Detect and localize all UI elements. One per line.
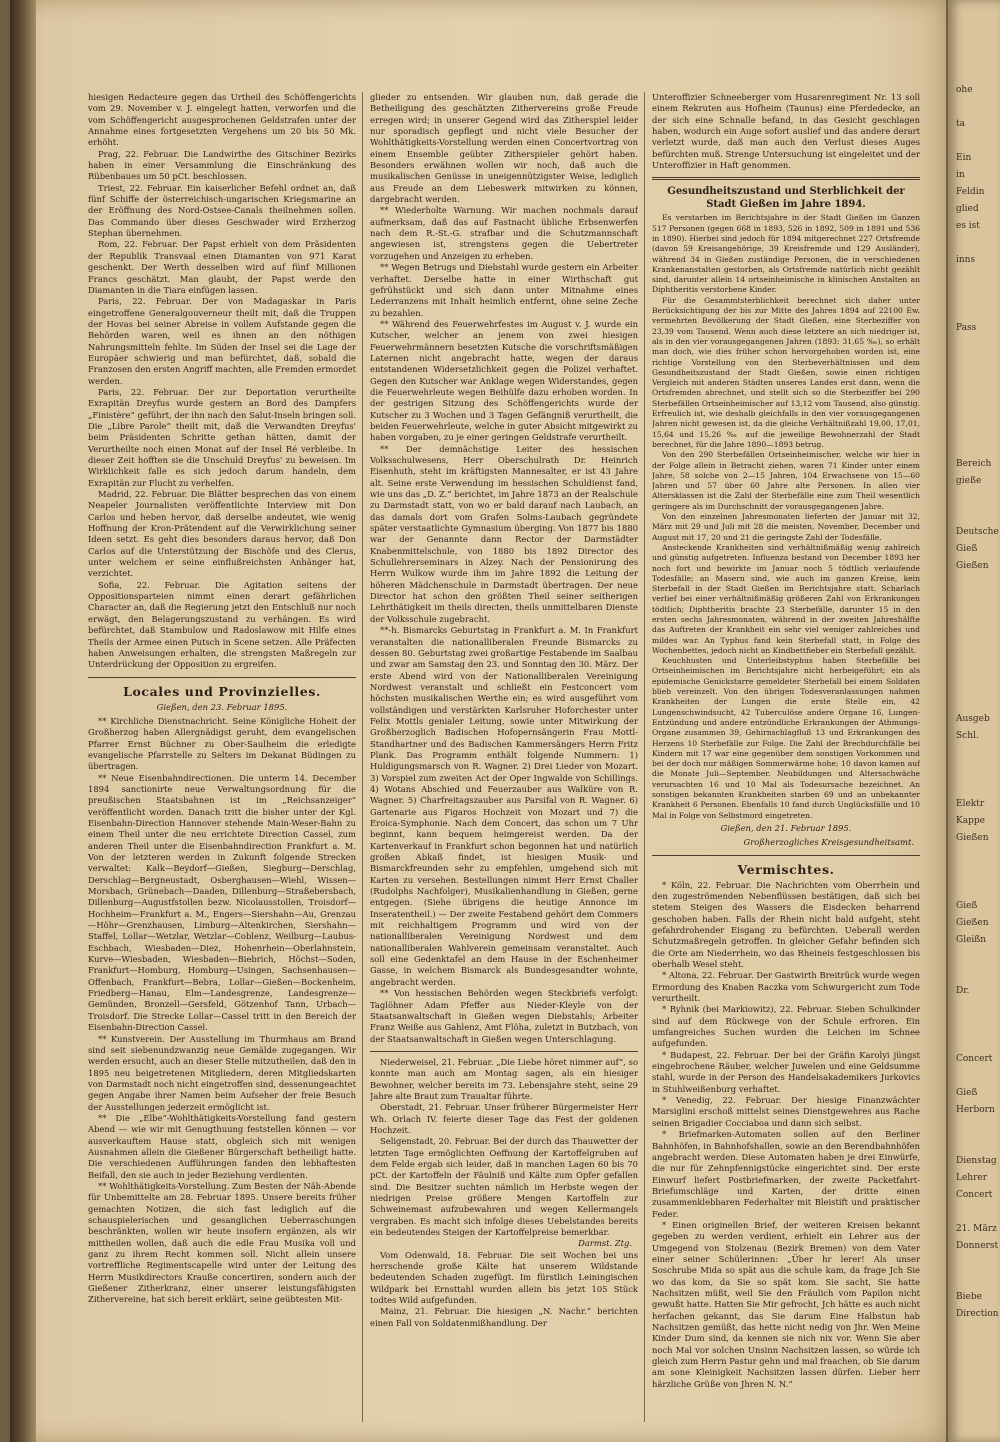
adjacent-page-fragment: es ist <box>956 221 980 231</box>
article-paragraph: Madrid, 22. Februar. Die Blätter besprechen das von einem Neapeler Journalisten veröffentlichte Interview mit Don Carlos und heben hervor, daß derselbe andeutet, wie wenig Hoffnung der Kron-Prätendent auf die Verwirklichung seiner Ideen setzt. Es geht dies besonders daraus hervor, daß Don Carlos auf die Unterstützung der Bischöfe und des Clerus, unter welchem er seine einflußreichsten Anhänger hat, verzichtet. <box>88 489 356 579</box>
article-paragraph: ** Wiederholte Warnung. Wir machen nochmals darauf aufmerksam, daß das auf Fastnacht übliche Erbsenwerfen nach dem R.-St.-G. strafbar und die Schutzmannschaft angewiesen ist, strengstens gegen die Uebertreter vorzugehen und Anzeigen zu erheben. <box>370 205 638 261</box>
article-paragraph: hiesigen Redacteure gegen das Urtheil des Schöffengerichts vom 29. November v. J. eingelegt hatten, verworfen und die vom Schöffengericht ausgesprochenen Geldstrafen unter der Annahme eines fortgesetzten Vergehens um 20 bis 50 Mk. erhöht. <box>88 92 356 148</box>
article-heading: Gesundheitszustand und Sterblichkeit der Stadt Gießen im Jahre 1894. <box>667 186 905 211</box>
adjacent-page-fragment: Gießen <box>956 918 989 928</box>
adjacent-page-fragment: Dr. <box>956 986 970 996</box>
adjacent-page-fragment <box>948 884 1000 901</box>
adjacent-page-fragment: Pass <box>956 323 977 333</box>
adjacent-page-edge <box>948 0 1000 1442</box>
adjacent-page-fragment <box>948 0 1000 17</box>
adjacent-page-fragment <box>948 272 1000 289</box>
adjacent-page-fragment <box>948 595 1000 612</box>
adjacent-page-fragment: Concert <box>956 1190 993 1200</box>
article-paragraph: Niederweisel, 21. Februar. „Die Liebe höret nimmer auf“, so konnte man auch am Montag sagen, als ein hiesiger Bewohner, welcher bereits im 73. Lebensjahre steht, seine 29 Jahre alte Braut zum Traualtar führte. <box>370 1056 638 1101</box>
section-divider <box>652 177 920 180</box>
adjacent-page-fragment: Ein <box>956 153 972 163</box>
adjacent-page-fragment <box>948 51 1000 68</box>
page-binding <box>10 0 36 1442</box>
adjacent-page-fragment <box>948 408 1000 425</box>
adjacent-page-fragment <box>948 646 1000 663</box>
adjacent-page-fragment: in <box>956 170 965 180</box>
adjacent-page-fragment <box>948 374 1000 391</box>
adjacent-page-fragment: Gleißn <box>956 935 987 945</box>
adjacent-page-fragment: Bereich <box>956 459 992 469</box>
adjacent-page-fragment <box>948 612 1000 629</box>
adjacent-page-fragment <box>948 1037 1000 1054</box>
article-paragraph: Seligenstadt, 20. Februar. Bei der durch das Thauwetter der letzten Tage ermöglichten Oeffnung der Kartoffelgruben auf dem Felde ergab sich leider, daß in manchen Lagen 60 bis 70 pCt. der Kartoffeln der Fäulniß und Kälte zum Opfer gefallen sind. Die Besitzer suchten nämlich im Herbste wegen der niedrigen Preise größere Mengen Kartoffeln zur Schweinemast aufzubewahren und wegen Kellermangels vergraben. Es macht sich infolge dieses Uebelstandes bereits ein bedeutendes Steigen der Kartoffelpreise bemerkbar. <box>370 1136 638 1238</box>
article-paragraph: * Köln, 22. Februar. Die Nachrichten vom Oberrhein und den zugeströmenden Nebenflüssen bestätigen, daß sich bei stetem Steigen des Wassers die Eisdecken beharrend geschoben haben. Falls der Rhein nicht bald aufgeht, steht gefahrdrohender Eisgang zu befürchten. Ueberall werden Schutzmaßregeln getroffen. In gleicher Gefahr befinden sich die Orte am Niederrhein, wo das Rheineis festgeschlossen bis oberhalb Wesel steht. <box>652 879 920 970</box>
adjacent-page-fragment: Gieß <box>956 901 978 911</box>
article-paragraph: Paris, 22. Februar. Der zur Deportation verurtheilte Exrapitän Dreyfus wurde gestern an Bord des Dampfers „Finistère“ geführt, der ihn nach den Salut-Inseln bringen soll. Die „Libre Parole“ theilt mit, daß die Verwandten Dreyfus' beim Präsidenten Schritte gethan hätten, damit der Verurtheilte noch einen Monat auf der Insel Ré verbleibe. In dieser Zeit hofften sie die Unschuld Dreyfus' zu beweisen. Im Wirklichkeit falle es sich jedoch darum handeln, dem Exrapitän zur Flucht zu verhelfen. <box>88 386 356 488</box>
adjacent-page-fragment <box>948 782 1000 799</box>
article-paragraph: * Budapest, 22. Februar. Der bei der Gräfin Karolyi jüngst eingebrochene Räuber, welcher Juwelen und eine Geldsumme stahl, wurde in der Person des Handelsakademikers Jurkovics in Stuhlweißenburg verhaftet. <box>652 1049 920 1094</box>
article-paragraph: Rom, 22. Februar. Der Papst erhielt von dem Präsidenten der Republik Transvaal einen Diamanten von 971 Karat geschenkt. Der Werth desselben wird auf fünf Millionen Francs geschätzt. Man glaubt, der Papst werde den Diamanten in die Tiara einfügen lassen. <box>88 239 356 295</box>
adjacent-page-fragment: Lehrer <box>956 1173 988 1183</box>
adjacent-page-fragment <box>948 850 1000 867</box>
adjacent-page-fragment <box>948 1258 1000 1275</box>
adjacent-page-fragment: Feldin <box>956 187 985 197</box>
article-paragraph: ** Die „Elbe“-Wohlthätigkeits-Vorstellung fand gestern Abend — wie wir mit Genugthuung feststellen können — vor ausverkauftem Hause statt, obgleich sich mit wenigen Ausnahmen allein die Gießener Bürgerschaft betheiligt hatte. Die verschiedenen Aufführungen fanden den lebhaftesten Beifall, den sie auch in jeder Beziehung verdienten. <box>88 1112 356 1180</box>
article-paragraph: **-h. Bismarcks Geburtstag in Frankfurt a. M. In Frankfurt veranstalten die nationalliberalen Freunde Bismarcks zu dessen 80. Geburtstag zwei großartige Festabende im Saalbau und zwar am Samstag den 23. und Sonntag den 30. März. Der erste Abend wird von der Nationalliberalen Vereinigung Nordwest veranstalt und schließt ein Festconcert vom höchsten musikalischen Werthe ein; es wird ausgeführt vom vollständigen und verstärkten Karlsruher Hoforchester unter Felix Mottls genialer Leitung, sowie unter Mitwirkung der Großherzoglich Badischen Hofopernsängerin Frau Mottl-Standhartner und des Badischen Kammersängers Herrn Fritz Plank. Das Programm enthält folgende Nummern: 1) Huldigungsmarsch von R. Wagner. 2) Drei Lieder von Mozart. 3) Vorspiel zum zweiten Act der Oper Ingwalde von Schillings. 4) Wotans Abschied und Feuerzauber aus Walküre von R. Wagner. 5) Charfreitagszauber aus Parsifal von R. Wagner. 6) Gartenarie aus Figaros Hochzeit von Mozart und 7) die Eroica-Symphonie. Nach dem Concert, das schon um 7 Uhr beginnt, kann bequem heimgereist werden. Da der Kartenverkauf in Frankfurt schon begonnen hat und natürlich großen Abkaß findet, ist hiesigen Musik- und Bismarckfreunden sehr zu empfehlen, umgehend sich mit Karten zu versehen. Bestellungen nimmt Herr Ernst Challer (Rudolphs Nachfolger), Musikalienhandlung in Gießen, gerne entgegen. (Siehe übrigens die heutige Annonce im Inseratentheil.) — Der zweite Festabend gehört dem Commers mit reichhaltigem Programm und wird von der nationalliberalen Vereinigung Nordwest und dem nationalliberalen Wahlverein gemeinsam veranstaltet. Auch soll eine Gedenktafel an dem Hause in der Eschenheimer Gasse, in welchem Bismarck als Bundesgesandter wohnte, angebracht werden. <box>370 625 638 987</box>
article-paragraph: ** Neue Eisenbahndirectionen. Die unterm 14. December 1894 sanctionirte neue Verwaltungsordnung für die preußischen Staatsbahnen ist im „Reichsanzeiger“ veröffentlicht worden. Danach tritt die bisher unter der Kgl. Eisenbahn-Direction Hannover stehende Main-Weser-Bahn zu einem Theil unter die neu errichtete Direction Cassel, zum anderen Theil unter die Eisenbahndirection Frankfurt a. M. Von der letzteren werden in Zukunft folgende Strecken verwaltet: Kalk—Beydorf—Gießen, Siegburg—Derschlag, Derschlag—Bergneustadt, Osberghausen—Wiehl, Wissen—Morsbach, Grünebach—Daaden, Dillenburg—Straßebersbach, Dillenburg—Augustfstollen bezw. Nicolausstollen, Troisdorf—Hochheim—Frankfurt a. M., Engers—Siershahn—Au, Grenzau—Höhr—Grenzhausen, Limburg—Altenkirchen, Siershahn—Staffel, Lollar—Wetzlar, Wetzlar—Coblenz, Weilburg—Laubus-Eschbach, Wiesbaden—Diez, Hohenrhein—Oberlahnstein, Kurve—Wiesbaden, Wiesbaden—Biebrich, Höchst—Soden, Frankfurt—Homburg, Homburg—Usingen, Sachsenhausen—Offenbach, Frankfurt—Bebra, Lollar—Gießen—Bockenheim, Friedberg—Hanau, Elm—Landesgrenze, Landesgrenze—Gemünden, Bronzell—Gersfeld, Götzenhof Tann, Urbach—Troisdorf. Die Strecke Lollar—Cassel tritt in den Bereich der Eisenbahn-Direction Cassel. <box>88 772 356 1033</box>
article-paragraph: Von den einzelnen Jahresmonaten lieferten der Januar mit 32, März mit 29 und Juli mit 28 die meisten, November, December und August mit 17, 20 und 21 die geringste Zahl der Todesfälle. <box>652 512 920 542</box>
adjacent-page-fragment: inns <box>956 255 976 265</box>
article-paragraph: * Altona, 22. Februar. Der Gastwirth Breitrück wurde wegen Ermordung des Knaben Raczka vom Schwurgericht zum Tode verurtheilt. <box>652 970 920 1004</box>
adjacent-page-fragment <box>948 306 1000 323</box>
adjacent-page-fragment: Direction <box>956 1309 999 1319</box>
article-paragraph: Ansteckende Krankheiten sind verhältnißmäßig wenig zahlreich und günstig aufgetreten. Influenza bestand von December 1893 her noch fort und bewirkte im Januar noch 5 tödtlich verlaufende Todesfälle; an Masern sind, wie auch im ganzen Kreise, kein Sterbefall in der Stadt Gießen im Berichtsjahre statt. Scharlach verlief bei einer verhältnißmäßig größeren Zahl von Erkrankungen tödtlich; Diphtheritis brachte 23 Sterbefälle, darunter 15 in den ersten sechs Jahresmonaten, während in der zweiten Jahreshälfte das Auftreten der Krankheit ein sehr viel weniger zahlreiches und mildes war. An Typhus fand kein Sterbefall statt, in Folge des Wochenbettes, jedoch nicht an Kindbettfieber ein Sterbefall gezählt. <box>652 542 920 655</box>
adjacent-page-fragment: Schl. <box>956 731 979 741</box>
adjacent-page-fragment <box>948 629 1000 646</box>
adjacent-page-fragment <box>948 442 1000 459</box>
adjacent-page-fragment <box>948 578 1000 595</box>
article-paragraph: * Ryhnik (bei Markiowitz), 22. Februar. Sieben Schulkinder sind auf dem Rückwege von der Schule erfroren. Ein umfangreiches Suchen wurden die Leichen im Schnee aufgefunden. <box>652 1004 920 1049</box>
adjacent-page-fragment <box>948 391 1000 408</box>
section-divider <box>88 677 356 678</box>
article-paragraph: ** Während des Feuerwehrfestes im August v. J. wurde ein Kutscher, welcher an jenem von zwei hiesigen Feuerwehrmännern besetzten Kutsche die vorschriftsmäßigen Laternen nicht angebracht hatte, wegen der daraus entstandenen Widersetzlichkeit gegen die Polizei verhaftet. Gegen den Kutscher war Anklage wegen Widerstandes, gegen die Feuerwehrleute wegen Beihülfe dazu erhoben worden. In der gestrigen Sitzung des Schöffengerichts wurde der Kutscher zu 3 Wochen und 3 Tagen Gefängniß verurtheilt, die beiden Feuerwehrleute, welche in guter Absicht mitgewirkt zu haben vorgaben, zu je einer geringen Geldstrafe verurtheilt. <box>370 318 638 443</box>
adjacent-page-fragment: Herborn <box>956 1105 995 1115</box>
adjacent-page-fragment <box>948 765 1000 782</box>
adjacent-page-fragment <box>948 357 1000 374</box>
adjacent-page-fragment: Gieß <box>956 544 978 554</box>
adjacent-page-fragment <box>948 748 1000 765</box>
adjacent-page-fragment <box>948 425 1000 442</box>
adjacent-page-fragment <box>948 663 1000 680</box>
adjacent-page-fragment <box>948 1139 1000 1156</box>
article-paragraph: ** Wegen Betrugs und Diebstahl wurde gestern ein Arbeiter verhaftet. Derselbe hatte in einer Wirthschaft gut gefrühstückt und sich dann unter Mitnahme eines Lederranzens mit Inhalt heimlich entfernt, ohne seine Zeche zu bezahlen. <box>370 262 638 318</box>
article-paragraph: Paris, 22. Februar. Der von Madagaskar in Paris eingetroffene Generalgouverneur theilt mit, daß die Truppen der Hovas bei seiner Abreise in vollem Aufstande gegen die Behörden waren, weil es ihnen an den nöthigen Nahrungsmitteln fehlte. Im Süden der Insel sei die Lage der Europäer schwierig und man befürchtet, daß, sobald die Franzosen den ersten Angriff machten, alle Fremden ermordet werden. <box>88 296 356 386</box>
column-right <box>652 92 920 1424</box>
article-paragraph: Es verstarben im Berichtsjahre in der Stadt Gießen im Ganzen 517 Personen (gegen 668 in 1893, 526 in 1892, 509 in 1891 und 536 in 1890). Hierbei sind jedoch für 1894 mitgerechnet 227 Ortsfremde (davon 59 Kreisangehörige, 39 Kreisfremde und 129 Ausländer), während 34 in Gießen zuständige Personen, die in verschiedenen Krankenanstalten gestorben, als Ortsfremde natürlich nicht gezählt sind, darunter allein 14 ortseinheimische in klinischen Anstalten an Diphtheritis verstorbene Kinder. <box>652 213 920 295</box>
dateline: Gießen, den 21. Februar 1895. <box>720 822 852 833</box>
dateline: Gießen, den 23. Februar 1895. <box>156 701 288 712</box>
adjacent-page-fragment <box>948 510 1000 527</box>
adjacent-page-fragment: Gießen <box>956 561 989 571</box>
column-left <box>88 92 356 1424</box>
adjacent-page-fragment <box>948 1207 1000 1224</box>
section-heading: Vermischtes. <box>737 861 835 877</box>
adjacent-page-fragment: Donnerst <box>956 1241 999 1251</box>
column-rule <box>362 92 363 1422</box>
adjacent-page-fragment: Gießen <box>956 833 989 843</box>
article-paragraph: Unteroffizier Schneeberger vom Husarenregiment Nr. 13 soll einem Rekruten aus Hofheim (Taunus) eine Pferdedecke, an der sich eine Schnalle befand, in das Gesicht geschlagen haben, wodurch ein Auge sofort auslief und das andere derart verletzt wurde, daß man auch den Verlust dieses Auges befürchten muß. Strenge Untersuchung ist eingeleitet und der Unteroffizier in Haft genommen. <box>652 92 920 171</box>
adjacent-page-fragment <box>948 1275 1000 1292</box>
article-paragraph: glieder zu entsenden. Wir glauben nun, daß gerade die Betheiligung des geschätzten Zithervereins große Freude erregen wird; in unserer Gegend wird das Zitherspiel leider nur sporadisch gepflegt und nicht viele Besucher der Wohlthätigkeits-Vorstellung werden einen Concertvortrag von einem Ensemble geübter Zitherspieler gehört haben. Besonders erwähnen wollen wir noch, daß auch die musikalischen Genüsse in uneigennützigster Weise, lediglich aus Freude an dem Liebeswerk mitwirken zu können, dargebracht werden. <box>370 92 638 205</box>
article-paragraph: Mainz, 21. Februar. Die hiesigen „N. Nachr.“ berichten einen Fall von Soldatenmißhandlung. Der <box>370 1306 638 1328</box>
article-paragraph: Prag, 22. Februar. Die Landwirthe des Gitschiner Bezirks haben in einer Versammlung die Einschränkung des Rübenbaues um 50 pCt. beschlossen. <box>88 148 356 182</box>
article-paragraph: ** Kunstverein. Der Ausstellung im Thurmhaus am Brand sind seit siebenundzwanzig neue Gemälde zugegangen. Wir werden ersucht, auch an dieser Stelle mitzutheilen, daß den in 1895 neu beigetretenen Mitgliedern, deren Mitgliedskarten von Darmstadt noch nicht eingetroffen sind, dessenungeachtet gegen Angabe ihrer Namen beim Aufseher der freie Besuch der Ausstellungen jederzeit ermöglicht ist. <box>88 1033 356 1112</box>
adjacent-page-fragment <box>948 969 1000 986</box>
adjacent-page-fragment: Dienstag <box>956 1156 997 1166</box>
article-paragraph: ** Der demnächstige Leiter des hessischen Volksschulwesens, Herr Oberschulrath Dr. Heinrich Eisenhuth, steht im kräftigsten Mannesalter, er ist 43 Jahre alt. Seine erste Verwendung im hessischen Schuldienst fand, wie uns das „D. Z.“ berichtet, im Jahre 1873 an der Realschule zu Darmstadt statt, von wo er bald darauf nach Laubach, an das damals dort vom Grafen Solms-Laubach gegründete später verstaatlichte Gymnasium überging. Von 1877 bis 1880 war der Genannte dann Rector der Darmstädter Knabenmittelschule, von 1880 bis 1892 Director des Schullehrerseminars in Alzey. Nach der Pensionirung des Herrn Wulkow wurde ihm im Jahre 1892 die Leitung der höheren Mädchenschule in Darmstadt übertragen. Der neue Director hat schon den größten Theil seiner seitherigen Lehrthätigkeit im theils directen, theils unmittelbaren Dienste der Volksschule zugebracht. <box>370 443 638 624</box>
adjacent-page-fragment <box>948 102 1000 119</box>
adjacent-page-fragment <box>948 340 1000 357</box>
adjacent-page-fragment: Biebe <box>956 1292 982 1302</box>
section-heading: Locales und Provinzielles. <box>123 683 321 699</box>
adjacent-page-fragment: Elektr <box>956 799 985 809</box>
adjacent-page-fragment <box>948 952 1000 969</box>
section-divider <box>652 855 920 856</box>
adjacent-page-fragment <box>948 680 1000 697</box>
article-paragraph: Triest, 22. Februar. Ein kaiserlicher Befehl ordnet an, daß fünf Schiffe der österreichisch-ungarischen Kriegsmarine an der Eröffnung des Nord-Ostsee-Canals theilnehmen sollen. Das Commando über dieses Geschwader wird Erzherzog Stephan übernehmen. <box>88 182 356 239</box>
adjacent-page-fragment <box>948 238 1000 255</box>
article-paragraph: * Venedig, 22. Februar. Der hiesige Finanzwächter Marsiglini erschoß mittelst seines Dienstgewehres aus Rache seinen Brigadier Cocciaboa und dann sich selbst. <box>652 1095 920 1128</box>
article-paragraph: Sofia, 22. Februar. Die Agitation seitens der Oppositionsparteien nimmt einen derart gefährlichen Character an, daß die Regierung jetzt den Entschluß nur noch erwägt, den Belagerungszustand zu verhängen. Es wird befürchtet, daß Stambulow und Radoslawow mit Hilfe eines Theils der Armee einen Putsch in Scene setzen. Alle Präfecten haben Anweisungen erhalten, die strengsten Maßregeln zur Unterdrückung der Opposition zu ergreifen. <box>88 579 356 670</box>
adjacent-page-fragment <box>948 1003 1000 1020</box>
adjacent-page-fragment <box>948 136 1000 153</box>
adjacent-page-fragment: 21. März <box>956 1224 997 1234</box>
column-middle <box>370 92 638 1424</box>
adjacent-page-fragment: Concert <box>956 1054 993 1064</box>
article-paragraph: ** Von hessischen Behörden wegen Steckbriefs verfolgt: Taglöhner Adam Pfeffer aus Nieder-Kleyle von der Staatsanwaltschaft in Gießen wegen Diebstahls; Arbeiter Franz Weiße aus Gahlenz, Amt Flöha, zuletzt in Butzbach, von der Staatsanwaltschaft in Gießen wegen Unterschlagung. <box>370 988 638 1044</box>
article-paragraph: Für die Gesammtsterblichkeit berechnet sich daher unter Berücksichtigung der bis zur Mitte des Jahres 1894 auf 22100 Ew. vermehrten Bevölkerung der Stadt Gießen, eine Sterbeziffer von 23,39 vom Tausend. Wenn auch diese letztere an sich niedriger ist, als in den vier vorausgegangenen Jahren (1893: 31,65 ‰), so erhält man doch, wie dies früher schon hervorgehoben worden ist, eine richtige Vorstellung von den Sterbeverhältnissen und dem Gesundheitszustand der Stadt Gießen, sowie einen richtigen Vergleich mit anderen Städten unseres Landes erst dann, wenn die Ortsfremden abrechnet, und stellt sich so die Sterbeziffer bei 290 Sterbefällen Ortseinheimischer auf 13,12 vom Tausend, also günstig. Erfreulich ist, wie deshalb gleichfalls in den vier vorausgegangenen Jahren nicht gewesen ist, da die gleiche Verhältnißzahl 19,00, 17,01, 15,64 und 15,26 ‰ auf die jeweilige Bewohnerzahl der Stadt berechnet, für die Jahre 1890—1893 betrug. <box>652 295 920 449</box>
adjacent-page-fragment <box>948 1122 1000 1139</box>
adjacent-page-fragment <box>948 34 1000 51</box>
article-paragraph: Vom Odenwald, 18. Februar. Die seit Wochen bei uns herrschende große Kälte hat unserem Wildstande bedeutenden Schaden zugefügt. Im fürstlich Leiningischen Wildpark bei Ernsttahl wurden allein bis jetzt 105 Stück todtes Wild aufgefunden. <box>370 1249 638 1306</box>
adjacent-page-fragment <box>948 289 1000 306</box>
section-divider <box>370 1051 638 1052</box>
adjacent-page-fragment: gieße <box>956 476 982 486</box>
article-paragraph: * Einen originellen Brief, der weiteren Kreisen bekannt gegeben zu werden verdient, erhielt ein Lehrer aus der Umgegend von Stolzenau (Bezirk Bremen) von dem Vater einer seiner Schülerinnen: „Über hr lerer! Als unser Soschrube Mida so spät aus die schule kam, da frage Jch Sie wo das kom, da Sie so spät kom. Sie sacht, Sie hatte Nachsitzen müßt, weil Sie den Fräulich vom Papilon nicht gewußt hatte. Hatten Sie Mir gefrocht, Jch hätte es auch nicht herfachen gekannt, das Sie darum Eine Halbstun hab Nachsitzen gemüßt, das hette nicht nedig von Jhr. Wen Meine Kinder Dum sind, da kennen sie nich nix vor. Wenn Sie aber noch Mal vor solchen Unsinn Nachsitzen lassen, so würde ich gleich zum Herrn Pastur gehn und mal fraachen, ob Sie darum am sone Kleinigkeit Nachsitzen lassen dürfen. Lieber herr härzliche Grüße von Jhren N. N.“ <box>652 1219 920 1389</box>
article-paragraph: ** Wohlthätigkeits-Vorstellung. Zum Besten der Näh-Abende für Unbemittelte am 28. Februar 1895. Unsere bereits früher gemachten Notizen, die sich fast lediglich auf die schauspielerischen und gesanglichen Ueberraschungen beschränkten, wollen wir heute insofern ergänzen, als wir mittheilen wollen, daß auch die edle Frau Musika voll und ganz zu ihrem Recht kommen soll. Nicht allein unsere vortreffliche Regimentscapelle wird unter der Leitung des Herrn Musikdirectors Krauße concertiren, sondern auch der Gießener Zitherkranz, einer unserer leistungsfähigsten Zithervereine, hat sich bereit erklärt, seine geübtesten Mit- <box>88 1180 356 1305</box>
adjacent-page-fragment: glied <box>956 204 979 214</box>
article-paragraph: Von den 290 Sterbefällen Ortseinheimischer, welche wir hier in der Folge allein in Betracht ziehen, waren 71 Kinder unter einem Jahre, 58 solche von 2—15 Jahren, 104 Erwachsene von 15—60 Jahren und 57 über 60 Jahre alte Personen. In allen vier Altersklassen ist die Zahl der Sterbefälle eine zum Theil wesentlich geringere als im Durchschnitt der vorausgegangenen Jahre. <box>652 450 920 511</box>
adjacent-page-fragment: Deutsche <box>956 527 999 537</box>
adjacent-page-fragment: Gieß <box>956 1088 978 1098</box>
article-paragraph: * Briefmarken-Automaten sollen auf den Berliner Bahnhöfen, in Bahnhofshallen, sowie an den Berendbahnhöfen angebracht werden. Diese Automaten haben je drei Einwürfe, die nur für Zehnpfennigstücke eingerichtet sind. Der erste Einwurf liefert Postbriefmarken, der zweite Packetfahrt-Briefumschläge und Karten, der dritte einen zusammenklebbaren Federhalter mit Bleistift und praktischer Feder. <box>652 1129 920 1219</box>
adjacent-page-fragment <box>948 697 1000 714</box>
adjacent-page-fragment <box>948 1020 1000 1037</box>
adjacent-page-fragment: Kappe <box>956 816 985 826</box>
adjacent-page-fragment: Ausgeb <box>956 714 990 724</box>
article-paragraph: ** Kirchliche Dienstnachricht. Seine Königliche Hoheit der Großherzog haben Allergnädigst geruht, dem evangelischen Pfarrer Ernst Büchner zu Ober-Saulheim die erledigte evangelische Pfarrstelle zu Selters im Dekanat Büdingen zu übertragen. <box>88 715 356 772</box>
adjacent-page-fragment <box>948 17 1000 34</box>
adjacent-page-fragment <box>948 867 1000 884</box>
adjacent-page-fragment <box>948 493 1000 510</box>
adjacent-page-fragment: ohe <box>956 85 973 95</box>
adjacent-page-fragment: ta <box>956 119 965 129</box>
article-paragraph: Oberstadt, 21. Februar. Unser früherer Bürgermeister Herr Wh. Orlach IV. feierte dieser Tage das Fest der goldenen Hochzeit. <box>370 1102 638 1135</box>
signature-line: Darmst. Ztg. <box>578 1238 632 1249</box>
article-paragraph: Keuchhusten und Unterleibstyphus haben Sterbefälle bei Ortseinheimischen im Berichtsjahre nicht herbeigeführt; ein als epidemische Genickstarre gemeldeter Sterbefall bei einem Soldaten blieb vereinzelt. Von den übrigen Todesveranlassungen nahmen Krankheiten der Lungen die erste Stelle ein, 42 Lungenschwindsucht, 42 Tuberculöse andere Organe 16, Lungen-Entzündung und andere entzündliche Erkrankungen der Athmungs-Organe zusammen 39, Gehirnschlagfluß 13 und Erkrankungen des Herzens 10 Sterbefälle zur Folge. Die Zahl der Brechdurchfälle bei Kindern mit 17 war eine gegenüber dem sonstigen Vorkommen und bei der doch nur mäßigen Sommerwärme hohe; 10 davon kamen auf die Monate Juli—September. Neubildungen und Altersschwäche verursachten 16 und 10 Mal als Todesursache bezeichnet. An sonstigen bekannten Krankheiten starben 69 und an unbekannter Krankheit 6 Personen. Ebenfalls 10 fand durch Unglücksfälle und 10 Mal in Folge von Selbstmord eingetreten. <box>652 656 920 820</box>
adjacent-page-fragment <box>948 68 1000 85</box>
signature-line: Großherzogliches Kreisgesundheitsamt. <box>743 837 914 848</box>
column-rule <box>644 92 645 1422</box>
adjacent-page-fragment <box>948 1071 1000 1088</box>
